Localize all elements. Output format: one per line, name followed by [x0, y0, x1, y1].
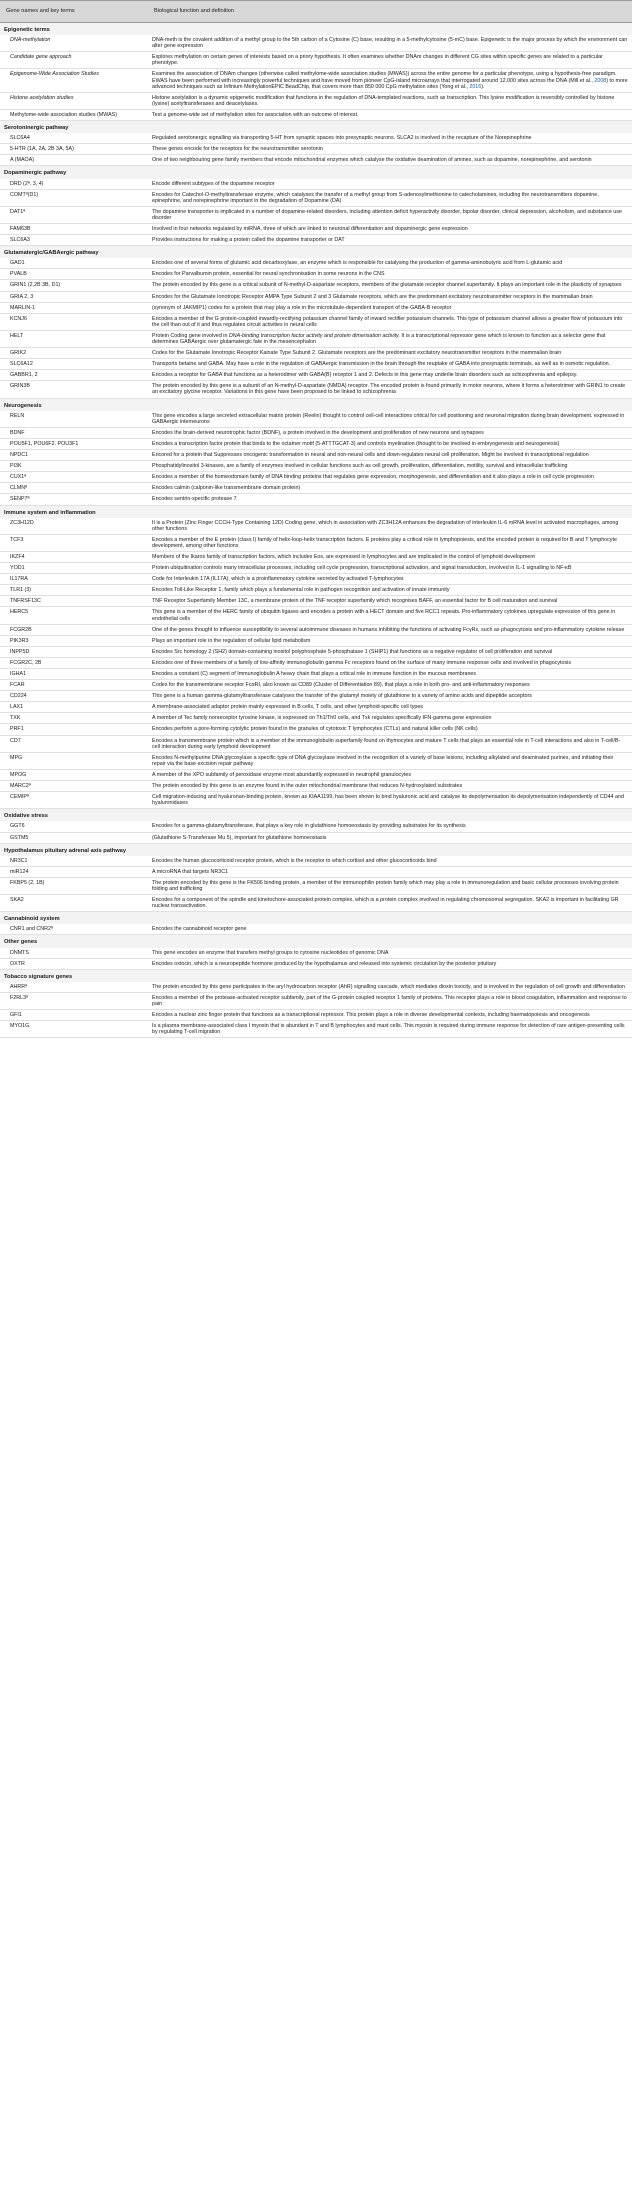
gene-term-cell: COMTª(D1) — [0, 189, 148, 206]
definition-cell: Code for Interleukin 17A (IL17A), which is a proinflammatory cytokine secreted by activated T-lymphocytes — [148, 574, 632, 585]
gene-term-cell: MPG — [0, 752, 148, 769]
table-row — [0, 411, 632, 428]
table-row — [0, 144, 632, 155]
gene-term-cell: GRIN3B — [0, 381, 148, 398]
section-title: Other genes — [0, 935, 632, 948]
gene-term-cell: FCGR2C, 2B — [0, 657, 148, 668]
gene-term-cell: A (MAOA) — [0, 155, 148, 166]
table-row — [0, 551, 632, 562]
gene-term-cell: IL17RA — [0, 574, 148, 585]
definition-cell: Encodes the human glucocorticoid receptor protein, which is the receptor to which cortisol and other glucocorticoids bind — [148, 856, 632, 867]
section-title: Epigenetic terms — [0, 23, 632, 36]
definition-cell: Encodes a member of the G protein-coupled inwardly-rectifying potassium channel family of inward rectifier potassium channels. This type of potassium channel allows a greater flow of potassium into the cell than out of it and thus regulates circuit activities in neural cells — [148, 313, 632, 330]
gene-term-cell: CUX1ª — [0, 472, 148, 483]
table-row — [0, 52, 632, 69]
reference-link[interactable]: 2008 — [594, 77, 607, 84]
definition-cell: A member of the XPO subfamily of peroxidase enzyme most abundantly expressed in neutrophil granulocytes — [148, 769, 632, 780]
section-header-row — [0, 935, 632, 948]
table-row — [0, 450, 632, 461]
table-row — [0, 669, 632, 680]
gene-term-cell: INPP5D — [0, 646, 148, 657]
definition-cell: This gene is a member of the HERC family of ubiquitin ligases and encodes a protein with a HECT domain and five RCC1 repeats. Pro-inflammatory cytokines upregulate expression of this gene in endothelial cells — [148, 607, 632, 624]
definition-cell: Encodes one of several forms of glutamic acid decarboxylase, an enzyme which is responsible for catalysing the production of gamma-aminobutyric acid from L-glutamic acid — [148, 258, 632, 269]
reference-link[interactable]: 2016 — [469, 83, 482, 90]
gene-term-cell: SLC6A4 — [0, 133, 148, 144]
definition-cell: Encodes oxtocin, which is a neuropeptide hormone produced by the hypothalamus and released into systemic circulation by the posterior pituitary — [148, 958, 632, 969]
definition-cell: The protein encoded by this gene is a critical subunit of N-methyl-D-aspartate receptors, members of the glutamate receptor channel superfamily. It plays an important role in the plasticity of synapses — [148, 280, 632, 291]
table-row — [0, 866, 632, 877]
section-header-row — [0, 843, 632, 856]
definition-cell: One of two neighbouring gene family members that encode mitochondrial enzymes which catalyse the oxidative deamination of amines, such as dopamine, norepinephrine, and serotonin — [148, 155, 632, 166]
definition-cell: These genes encode for the receptors for the neurotransmitter serotonin — [148, 144, 632, 155]
definition-cell: Encodes a nuclear zinc finger protein that functions as a transcriptional repressor. This protein plays a role in diverse developmental contexts, including haematopoiesis and oncogenesis — [148, 1010, 632, 1021]
gene-term-cell: RELN — [0, 411, 148, 428]
table-row — [0, 948, 632, 959]
table-row — [0, 657, 632, 668]
definition-cell: One of the genes thought to influence susceptibility to several autoimmune diseases in humans inhibiting the functions of activating FcγRs, such as phagocytosis and pro-inflammatory cytokine release — [148, 624, 632, 635]
gene-term-cell: GRIK2 — [0, 348, 148, 359]
gene-term-cell: Candidate gene approach — [0, 52, 148, 69]
definition-cell: Provides instructions for making a protein called the dopamine transporter or DAT — [148, 235, 632, 246]
table-row — [0, 982, 632, 993]
definition-cell: Encodes for Catechol-O-methyltransferase enzyme, which catalyses the transfer of a methyl group from S-adenosylmethionine to catecholamines, including the neurotransmitters dopamine, epinephrine, and norepinephrine important in the degradation of Dopamine (DA) — [148, 189, 632, 206]
gene-term-cell: DRD (2ª, 3, 4) — [0, 179, 148, 190]
definition-cell: DNA-meth is the covalent addition of a methyl group to the 5th carbon of a Cytosine (C) base, resulting in a 5-methylcytosine (5-mC) base. Epigenetic is the major process by which the environment can alter gene expression — [148, 35, 632, 52]
gene-term-cell: Epigenome-Wide Association Studies — [0, 69, 148, 92]
gene-term-cell: HERC5 — [0, 607, 148, 624]
table-row — [0, 691, 632, 702]
gene-term-cell: MARC2ª — [0, 781, 148, 792]
table-row — [0, 69, 632, 92]
table-row — [0, 821, 632, 832]
gene-term-cell: PI3K — [0, 461, 148, 472]
table-row — [0, 624, 632, 635]
gene-term-cell: FKBP5 (2, 1B) — [0, 877, 148, 894]
definition-cell: The dopamine transporter is implicated in a number of dopamine-related disorders, including attention deficit hyperactivity disorder, bipolar disorder, clinical depression, alcoholism, and substance use disorder — [148, 206, 632, 223]
definition-cell: Encodes the cannabinoid receptor gene — [148, 924, 632, 935]
table-row — [0, 534, 632, 551]
definition-cell: Codes for the transmembrane receptor FcαRI, also known as CD89 (Cluster of Differentiation 89), that plays a role in both pro- and anti-inflammatory responses — [148, 680, 632, 691]
definition-cell: This gene encodes a large secreted extracellular matrix protein (Reelin) thought to control cell-cell interactions critical for cell positioning and neuronal migration during brain development. expressed in GABAergic interneurons — [148, 411, 632, 428]
table-header-row — [0, 1, 632, 23]
gene-term-cell: MPOG — [0, 769, 148, 780]
table-row — [0, 133, 632, 144]
table-row — [0, 302, 632, 313]
definition-cell: Encodes a constant (C) segment of Immunoglobulin A heavy chain that plays a critical role in immune function in the mucous membranes — [148, 669, 632, 680]
table-row — [0, 206, 632, 223]
gene-term-cell: F2RL3ª — [0, 992, 148, 1009]
definition-cell: Encodes a transmembrane protein which is a member of the immunoglobulin superfamily found on thymocytes and mature T cells that plays an essential role in T-cell interactions and also in T-cell/B-cell interaction during early lymphoid development — [148, 735, 632, 752]
table-row — [0, 856, 632, 867]
gene-term-cell: AHRRª — [0, 982, 148, 993]
table-row — [0, 461, 632, 472]
gene-term-cell: ZC3H12D — [0, 518, 148, 535]
section-header-row — [0, 809, 632, 822]
table-row — [0, 109, 632, 120]
table-row — [0, 330, 632, 347]
column-header-gene: Gene names and key terms — [0, 1, 148, 23]
definition-cell: Encodes calmin (calponin-like transmembrane domain protein) — [148, 483, 632, 494]
definition-cell: It is a Protein (Zinc Finger CCCH-Type Containing 12D) Coding gene, which in association with ZC3H12A enhances the degradation of interleukin IL-6 mRNA level in activated macrophages, among other functions — [148, 518, 632, 535]
definition-cell: This gene is a human gamma-glutamyltransferase catalyses the transfer of the glutamyl moiety of glutathione to a variety of amino acids and dipeptide acceptors — [148, 691, 632, 702]
gene-term-cell: MYO1G — [0, 1021, 148, 1038]
table-row — [0, 792, 632, 809]
definition-cell: Encodes Toll-Like Receptor 1, family which plays a fundamental role in pathogen recognition and activation of innate immunity — [148, 585, 632, 596]
table-row — [0, 348, 632, 359]
table-row — [0, 483, 632, 494]
section-header-row — [0, 912, 632, 925]
table-row — [0, 877, 632, 894]
definition-cell: (Glutathione S-Transferase Mu 5), important for glutathione homoeostasis — [148, 832, 632, 843]
gene-term-cell: TCF3 — [0, 534, 148, 551]
gene-term-cell: CD224 — [0, 691, 148, 702]
definition-cell: Transports betaine and GABA. May have a role in the regulation of GABAergic transmission in the brain through the reuptake of GABA into presynaptic terminals, as well as in osmotic regulation. — [148, 359, 632, 370]
gene-term-cell: TLR1 (3) — [0, 585, 148, 596]
table-row — [0, 258, 632, 269]
table-row — [0, 438, 632, 449]
table-row — [0, 179, 632, 190]
gene-term-cell: GABBR1, 2 — [0, 370, 148, 381]
section-header-row — [0, 23, 632, 36]
gene-term-cell: KCNJ6 — [0, 313, 148, 330]
definition-cell: A membrane-associated adaptor protein mainly expressed in B cells, T cells, and other lymphoid-specific cell types — [148, 702, 632, 713]
table-row — [0, 724, 632, 735]
table-row — [0, 280, 632, 291]
table-row — [0, 269, 632, 280]
definition-cell: The protein encoded by this gene participates in the aryl hydrocarbon receptor (AhR) signalling cascade, which mediates dioxin toxicity, and is involved in the regulation of cell growth and differentiation — [148, 982, 632, 993]
definition-cell: Members of the Ikaros family of transcription factors, which includes Eos, are expressed in lymphocytes and are implicated in the control of lymphoid development — [148, 551, 632, 562]
definition-cell: Encodes perforin a pore-forming cytolytic protein found in the granules of cytotoxic T lymphocytes (CTLs) and natural killer cells (NK cells) — [148, 724, 632, 735]
definition-text: Examines the association of DNAm changes (otherwise called methylome-wide association studies (MWAS)) across the entire genome for a particular phenotype, using a hypothesis-free paradigm. EWAS have been performed with increasingly powerful techniques and have moved from pioneer CpG-island microarrays that interrogated around 12.000 sites across the DNA (Mill et al., — [152, 71, 617, 84]
table-row — [0, 223, 632, 234]
table-row — [0, 35, 632, 52]
gene-term-cell: FCGR2B — [0, 624, 148, 635]
definition-cell: Encodes sentrin-specific protease 7 — [148, 494, 632, 505]
table-row — [0, 494, 632, 505]
gene-term-cell: NPDC1 — [0, 450, 148, 461]
definition-cell: Encodes Src homology 2 (SH2) domain-containing inositol polyphosphate 5-phosphatase 1 (SHIP1) that functions as a negative regulator of cell proliferation and survival — [148, 646, 632, 657]
gene-term-cell: SENP7ª — [0, 494, 148, 505]
definition-cell: Encodes one of three members of a family of low-affinity immunoglobulin gamma Fc receptors found on the surface of many immune response cells and involved in phagocytosis — [148, 657, 632, 668]
column-header-function: Biological function and definition — [148, 1, 632, 23]
table-row — [0, 563, 632, 574]
definition-cell: The protein encoded by this gene is an enzyme found in the outer mitochondrial membrane that reduces N-hydroxylated substrates — [148, 781, 632, 792]
table-row — [0, 895, 632, 912]
section-title: Neurogenesis — [0, 398, 632, 411]
gene-term-cell: DNMTS — [0, 948, 148, 959]
definition-cell: Is a plasma membrane-associated class I myosin that is abundant in T and B lymphocytes and mast cells. This myosin is required during immune response for detection of rare antigen-presenting cells by regulating T-cell migration — [148, 1021, 632, 1038]
section-title: Hypothalamus pituitary adrenal axis pathway — [0, 843, 632, 856]
table-row — [0, 92, 632, 109]
table-row — [0, 992, 632, 1009]
definition-cell: Test a genome-wide set of methylation sites for association with an outcome of interest. — [148, 109, 632, 120]
table-row — [0, 472, 632, 483]
definition-cell: Encodes N-methylpurine DNA glycosylase a specific type of DNA glycosylase involved in the recognition of a variety of base lesions, including alkylated and deaminated purines, and initiating their repair via the base excision repair pathway — [148, 752, 632, 769]
gene-term-cell: SLC6A12 — [0, 359, 148, 370]
definition-cell: Encodes for a gamma-glutamyltransferase, that plays a key role in glutathione homoeostasis by providing substrates for its synthesis — [148, 821, 632, 832]
gene-term-cell: DNA-methylation — [0, 35, 148, 52]
gene-term-cell: OXTR — [0, 958, 148, 969]
table-row — [0, 518, 632, 535]
gene-term-cell: GSTM5 — [0, 832, 148, 843]
gene-term-cell: 5-HTR (1A, 2A, 2B 3A, 5A) — [0, 144, 148, 155]
gene-term-cell: TXK — [0, 713, 148, 724]
definition-emphasis: DNA-binding transcription factor activity and protein dimerisation activity. — [228, 332, 400, 339]
table-row — [0, 359, 632, 370]
table-row — [0, 607, 632, 624]
gene-term-cell: Histone acetylation studies — [0, 92, 148, 109]
section-title: Cannabinoid system — [0, 912, 632, 925]
gene-term-cell: PRF1 — [0, 724, 148, 735]
definition-cell: Cell migration-inducing and hyaluronan-binding protein, known as KIAA1199, has been shown to bind hyaluronic acid and catalyse its depolymerisation its depolymerisation independently of CD44 and hyaluronidases — [148, 792, 632, 809]
section-title: Glutamatergic/GABAergic pathway — [0, 246, 632, 259]
gene-term-cell: HELT — [0, 330, 148, 347]
definition-cell: Encodes for a component of the spindle and kinetochore-associated protein complex, which is a protein complex involved in regulating chromosomal segregation. SKA2 is important in facilitating GR nuclear transactivation. — [148, 895, 632, 912]
table-body — [0, 23, 632, 1038]
gene-term-cell: GAD1 — [0, 258, 148, 269]
table-row — [0, 735, 632, 752]
definition-cell: Involved in four networks regulated by miRNA, three of which are linked to neuronal differentiation and dopaminergic gene expression — [148, 223, 632, 234]
definition-cell: Encodes a receptor for GABA that functions as a heterodimer with GABA(B) receptor 1 and 2. Defects in this gene may underlie brain disorders such as schizophrenia and epilepsy. — [148, 370, 632, 381]
section-title: Tobacco signature genes — [0, 969, 632, 982]
table-row — [0, 370, 632, 381]
gene-term-cell: CNR1 and CNR2ª — [0, 924, 148, 935]
definition-cell: Encodes for Parvalbumin protein, essential for neural synchronisation in some neurons in the CNS — [148, 269, 632, 280]
gene-term-cell: PIK3R3 — [0, 635, 148, 646]
table-row — [0, 574, 632, 585]
table-row — [0, 235, 632, 246]
definition-text: ). — [481, 83, 485, 90]
definition-cell: The protein encoded by this gene is a subunit of an N-methyl-D-aspartate (NMDA) receptor. The encoded protein is found primarily in motor neurons, where it forms a heterotrimer with GRIN1 to create an excitatory glycine receptor. Variations in this gene have been proposed to be linked to schizophrenia — [148, 381, 632, 398]
definition-cell: A member of Tec family nonreceptor tyrosine kinase, is expressed on Th1/Th0 cells, and Txk regulates specifically IFN-gamma gene expression — [148, 713, 632, 724]
definition-cell: Encodes a member of the protease-activated receptor subfamily, part of the G-protein coupled receptor 1 family of proteins. This receptor plays a role in blood coagulation, inflammation and response to pain — [148, 992, 632, 1009]
gene-term-cell: MARLIN-1 — [0, 302, 148, 313]
definition-cell: Regulated serotonergic signalling via transporting 5-HT from synaptic spaces into presynaptic neurons. SLCA2 is involved in the recapture of the Norepinephrine — [148, 133, 632, 144]
gene-term-cell: FAM63B — [0, 223, 148, 234]
definition-cell: Explores methylation on certain genes of interests based on a priory hypothesis. It often examines whether DNAm changes in different CG sites within specific genes are related to a particular phenotype. — [148, 52, 632, 69]
definition-cell: (synonym of JAKMIP1) codes for a protein that may play a role in the microtubule-dependent transport of the GABA-B receptor — [148, 302, 632, 313]
definition-cell: Encodes a member of the homeodomain family of DNA binding proteins that regulates gene expression, morphogenesis, and differentiation and it also plays a role in cell cycle progression — [148, 472, 632, 483]
definition-cell: Protein ubiquitination controls many intracellular processes, including cell cycle progression, transcriptional activation, and signal transduction, involved in IL-1 signalling to NF-κB — [148, 563, 632, 574]
table-row — [0, 291, 632, 302]
gene-term-cell: CLMNª — [0, 483, 148, 494]
definition-cell: The protein encoded by this gene is the FK506 binding protein, a member of the immunophilin protein family which may play a role in immunoregulation and basic cellular processes involving protein folding and trafficking — [148, 877, 632, 894]
gene-term-cell: SKA2 — [0, 895, 148, 912]
gene-term-cell: CEMIPª — [0, 792, 148, 809]
gene-term-cell: DAT1ª — [0, 206, 148, 223]
definition-cell — [148, 69, 632, 92]
table-row — [0, 1010, 632, 1021]
table-row — [0, 680, 632, 691]
gene-term-cell: NR3C1 — [0, 856, 148, 867]
section-header-row — [0, 398, 632, 411]
gene-term-cell: IGHA1 — [0, 669, 148, 680]
definition-cell: Codes for the Glutamate Ionotropic Receptor Kainate Type Subunit 2. Glutamate receptors are the predominant excitatory neurotransmitter receptors in the mammalian brain — [148, 348, 632, 359]
definition-cell: Histone acetylation is a dynamic epigenetic modification that functions in the regulation of DNA-templated reactions, such as transcription. This lysine modification is reversibly controlled by histone (lysine) acetyltransferases and deacetylases. — [148, 92, 632, 109]
definition-cell: Phosphatidylinositol 3-kinases, are a family of enzymes involved in cellular functions such as cell growth, proliferation, differentiation, motility, survival and intracellular trafficking — [148, 461, 632, 472]
gene-term-cell: LAX1 — [0, 702, 148, 713]
definition-text: Protein Coding gene involved in — [152, 332, 229, 339]
gene-term-cell: BDNF — [0, 427, 148, 438]
gene-term-cell: SLC6A3 — [0, 235, 148, 246]
table-row — [0, 832, 632, 843]
definition-cell: Encodes a member of the E protein (class I) family of helix-loop-helix transcription factors. E proteins play a critical role in lymphopoiesis, and the encoded protein is required for B and T lymphocyte development, among other functions — [148, 534, 632, 551]
table-row — [0, 752, 632, 769]
definition-cell: TNF Receptor Superfamily Member 13C, a membrane protein of the TNF receptor superfamily which recognises BAFF, an essential factor for B cell maturation and survival — [148, 596, 632, 607]
definition-cell: Encodes for the Glutamate Ionotropic Receptor AMPA Type Subunit 2 and 3 Glutamate receptors, which are the predominant excitatory neurotransmitter receptors in the mammalian brain — [148, 291, 632, 302]
definition-cell: Encode different subtypes of the dopamine receptor — [148, 179, 632, 190]
table-row — [0, 427, 632, 438]
section-header-row — [0, 505, 632, 518]
table-row — [0, 781, 632, 792]
gene-term-cell: GFI1 — [0, 1010, 148, 1021]
gene-definitions-table — [0, 0, 632, 1038]
table-row — [0, 1021, 632, 1038]
table-row — [0, 958, 632, 969]
section-title: Dopaminergic pathway — [0, 166, 632, 179]
section-header-row — [0, 166, 632, 179]
table-row — [0, 189, 632, 206]
table-row — [0, 596, 632, 607]
table-row — [0, 381, 632, 398]
definition-cell: Encodes a transcription factor protein that binds to the octamer motif (5-ATTTGCAT-3) and controls myelination (thought to be involved in embryogenesis and neurogenesis) — [148, 438, 632, 449]
section-title: Serotoninergic pathway — [0, 121, 632, 134]
gene-term-cell: Methylome-wide association studies (MWAS) — [0, 109, 148, 120]
table-row — [0, 155, 632, 166]
definition-text: ) to more advanced techniques such as Infinium MethylationEPIC BeadChip, that covers more than 850 000 CpG methylation sites (Yong et al., — [152, 77, 628, 90]
definition-cell: This gene encodes an enzyme that transfers methyl groups to cytosine nucleotides of genomic DNA — [148, 948, 632, 959]
definition-cell — [148, 330, 632, 347]
definition-cell: A microRNA that targets NR3C1 — [148, 866, 632, 877]
table-row — [0, 713, 632, 724]
gene-term-cell: PVALB — [0, 269, 148, 280]
gene-term-cell: POU5F1, POU6F2. POU3F1 — [0, 438, 148, 449]
definition-cell: Encored for a protein that Suppresses oncogenic transformation in neural and non-neural cells and down-regulates neural cell proliferation. Might be involved in transcriptional regulation — [148, 450, 632, 461]
section-title: Oxidative stress — [0, 809, 632, 822]
table-row — [0, 646, 632, 657]
table-row — [0, 924, 632, 935]
gene-term-cell: FCAR — [0, 680, 148, 691]
section-header-row — [0, 121, 632, 134]
table-row — [0, 635, 632, 646]
gene-term-cell: GRIA 2, 3 — [0, 291, 148, 302]
gene-term-cell: GRIN1 (2,2B 3B, D1) — [0, 280, 148, 291]
gene-term-cell: YOD1 — [0, 563, 148, 574]
section-header-row — [0, 246, 632, 259]
gene-term-cell: CD7 — [0, 735, 148, 752]
table-row — [0, 313, 632, 330]
table-row — [0, 702, 632, 713]
section-title: Immune system and inflammation — [0, 505, 632, 518]
gene-term-cell: IKZF4 — [0, 551, 148, 562]
table-row — [0, 769, 632, 780]
table-row — [0, 585, 632, 596]
section-header-row — [0, 969, 632, 982]
gene-term-cell: TNFRSF13C — [0, 596, 148, 607]
definition-cell: Plays an important role in the regulation of cellular lipid metabolism — [148, 635, 632, 646]
definition-cell: Encodes the brain-derived neurotrophic factor (BDNF), a protein involved in the development and proliferation of new neurons and synapses — [148, 427, 632, 438]
definition-text: It is a transcriptional repressor gene which is known to function as a selector gene that determines GABAergic over glutamatergic fate in the mesencephalon — [152, 332, 606, 345]
gene-term-cell: GGT6 — [0, 821, 148, 832]
gene-term-cell: miR124 — [0, 866, 148, 877]
